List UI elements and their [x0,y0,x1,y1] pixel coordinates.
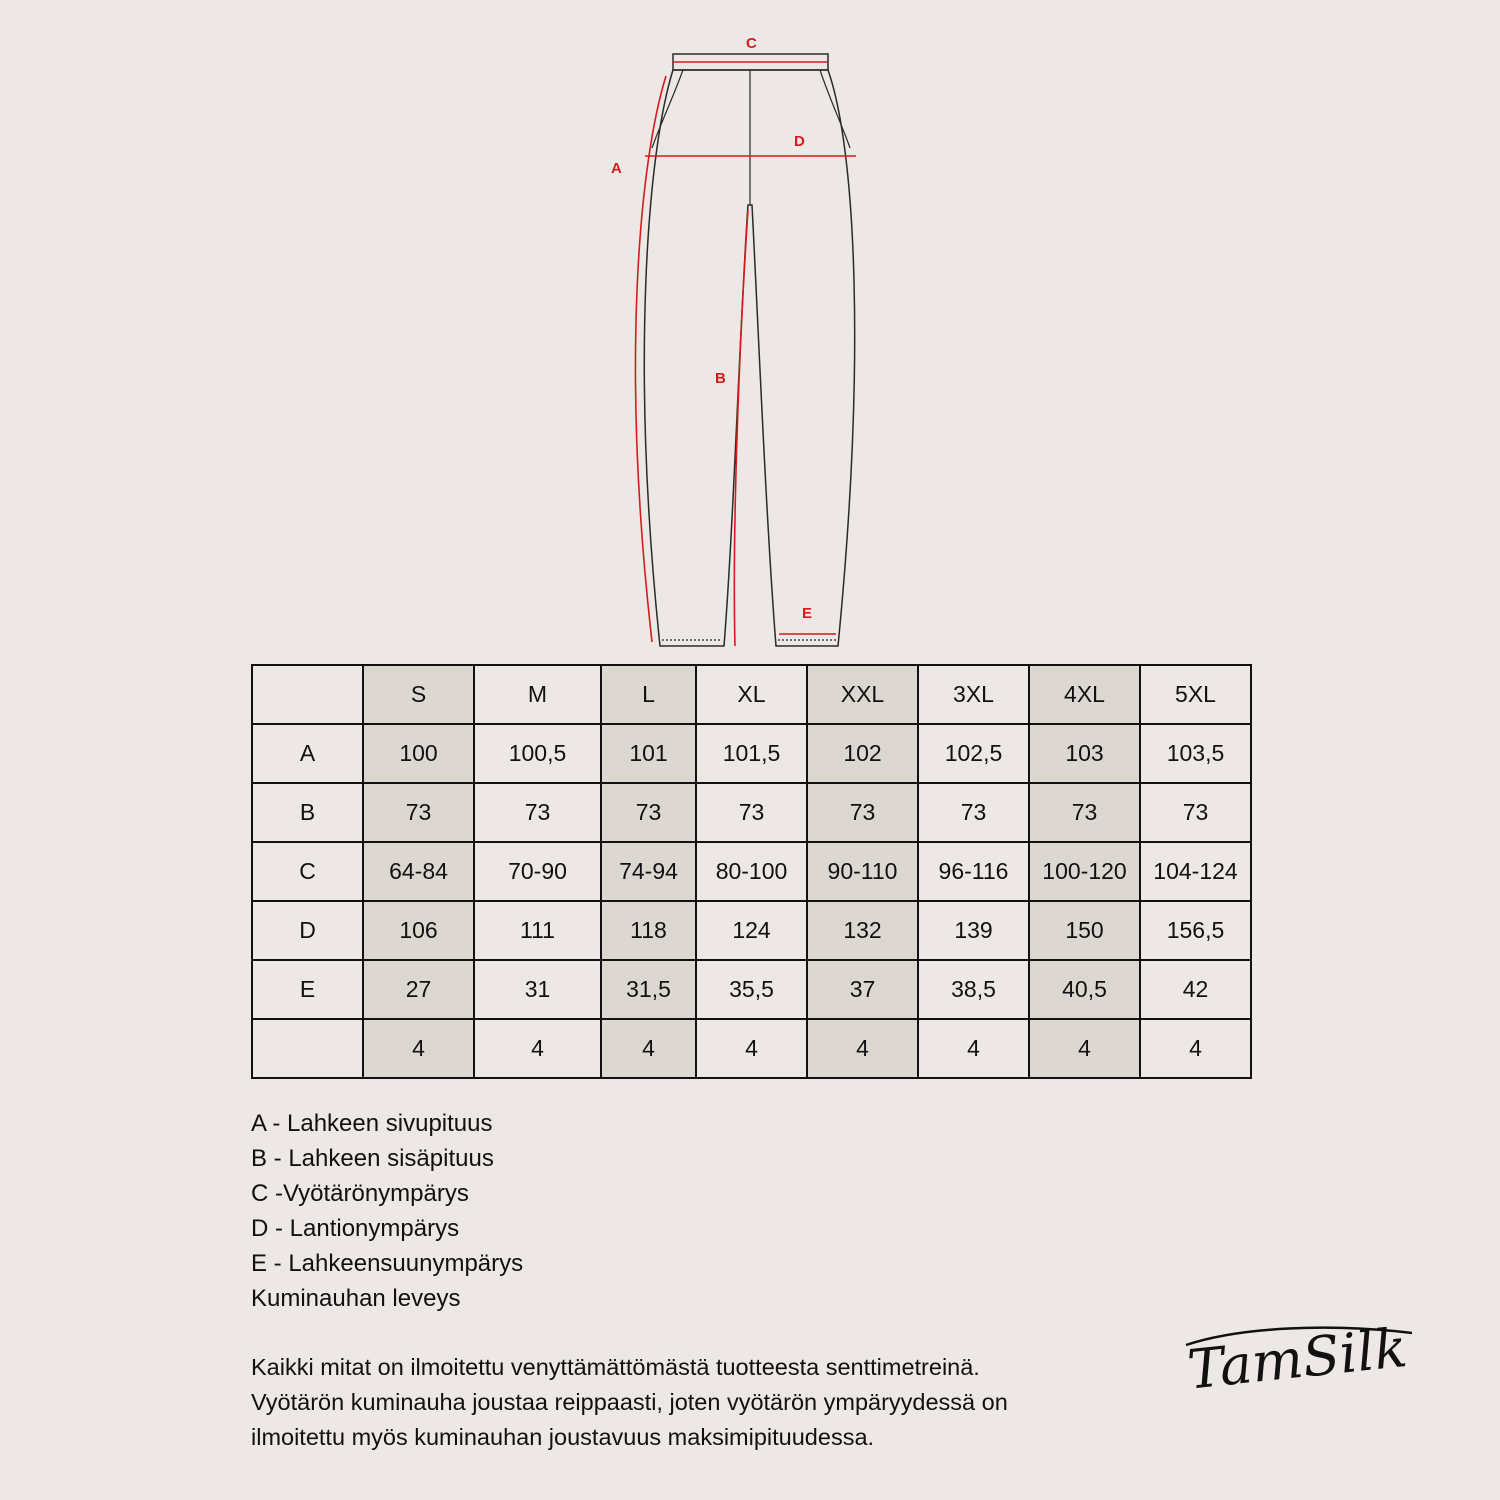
size-header-cell: 5XL [1140,665,1251,724]
size-table [251,664,1252,1079]
table-cell: 73 [807,783,918,842]
table-cell: 4 [807,1019,918,1078]
table-cell: 64-84 [363,842,474,901]
table-cell: 103,5 [1140,724,1251,783]
measure-label-cell: E [252,960,363,1019]
size-header-cell [252,665,363,724]
table-cell: 100-120 [1029,842,1140,901]
table-cell: 73 [363,783,474,842]
table-cell: 132 [807,901,918,960]
table-cell: 70-90 [474,842,601,901]
table-cell: 106 [363,901,474,960]
label-d: D [794,133,805,150]
legend-item-a: A - Lahkeen sivupituus [251,1110,493,1137]
table-cell: 27 [363,960,474,1019]
measurement-legend [251,1106,523,1316]
table-cell: 73 [1029,783,1140,842]
size-header-cell: S [363,665,474,724]
table-cell: 4 [696,1019,807,1078]
table-cell: 102,5 [918,724,1029,783]
table-cell: 74-94 [601,842,696,901]
measure-label-cell: B [252,783,363,842]
table-cell: 101,5 [696,724,807,783]
table-cell: 4 [363,1019,474,1078]
tamsilk-logo [1180,1305,1420,1425]
table-row [252,783,1251,842]
right-pocket [820,70,850,148]
table-cell: 73 [474,783,601,842]
table-cell: 156,5 [1140,901,1251,960]
table-cell: 42 [1140,960,1251,1019]
measurement-note [251,1350,1171,1455]
table-cell: 102 [807,724,918,783]
size-header-cell: 4XL [1029,665,1140,724]
table-row [252,960,1251,1019]
table-row [252,724,1251,783]
table-row [252,842,1251,901]
size-header-cell: XXL [807,665,918,724]
note-line-1: Kaikki mitat on ilmoitettu venyttämättömästä tuotteesta senttimetreinä. [251,1354,980,1380]
table-cell: 103 [1029,724,1140,783]
table-cell: 40,5 [1029,960,1140,1019]
table-cell: 31 [474,960,601,1019]
table-cell: 101 [601,724,696,783]
size-table-body [252,665,1251,1078]
size-header-cell: M [474,665,601,724]
measure-label-cell: D [252,901,363,960]
table-cell: 104-124 [1140,842,1251,901]
table-row [252,1019,1251,1078]
label-a: A [611,160,622,177]
table-cell: 4 [1140,1019,1251,1078]
table-cell: 38,5 [918,960,1029,1019]
table-cell: 73 [696,783,807,842]
table-cell: 35,5 [696,960,807,1019]
label-c: C [746,35,757,52]
table-cell: 37 [807,960,918,1019]
table-cell: 96-116 [918,842,1029,901]
table-cell: 100,5 [474,724,601,783]
note-line-3: ilmoitettu myös kuminauhan joustavuus maksimipituudessa. [251,1424,875,1450]
legend-item-band: Kuminauhan leveys [251,1285,461,1312]
measure-label-cell: A [252,724,363,783]
table-cell: 4 [601,1019,696,1078]
measure-a-line [636,76,666,642]
table-header-row [252,665,1251,724]
size-header-cell: 3XL [918,665,1029,724]
legend-item-e: E - Lahkeensuunympärys [251,1250,524,1277]
legend-item-c: C -Vyötärönympärys [251,1180,469,1207]
table-cell: 4 [1029,1019,1140,1078]
table-cell: 90-110 [807,842,918,901]
table-cell: 124 [696,901,807,960]
legend-item-d: D - Lantionympärys [251,1215,460,1242]
table-cell: 4 [918,1019,1029,1078]
table-cell: 31,5 [601,960,696,1019]
table-cell: 4 [474,1019,601,1078]
label-b: B [715,370,726,387]
table-cell: 80-100 [696,842,807,901]
note-line-2: Vyötärön kuminauha joustaa reippaasti, joten vyötärön ympäryydessä on [251,1389,1008,1415]
table-cell: 139 [918,901,1029,960]
pants-diagram [590,20,910,660]
logo-text: TamSilk [1184,1315,1410,1402]
label-e: E [802,605,813,622]
table-row [252,901,1251,960]
table-cell: 73 [601,783,696,842]
table-cell: 73 [918,783,1029,842]
size-header-cell: XL [696,665,807,724]
table-cell: 73 [1140,783,1251,842]
table-cell: 150 [1029,901,1140,960]
measure-label-cell [252,1019,363,1078]
legend-item-b: B - Lahkeen sisäpituus [251,1145,494,1172]
table-cell: 118 [601,901,696,960]
table-cell: 100 [363,724,474,783]
table-cell: 111 [474,901,601,960]
size-header-cell: L [601,665,696,724]
measure-label-cell: C [252,842,363,901]
